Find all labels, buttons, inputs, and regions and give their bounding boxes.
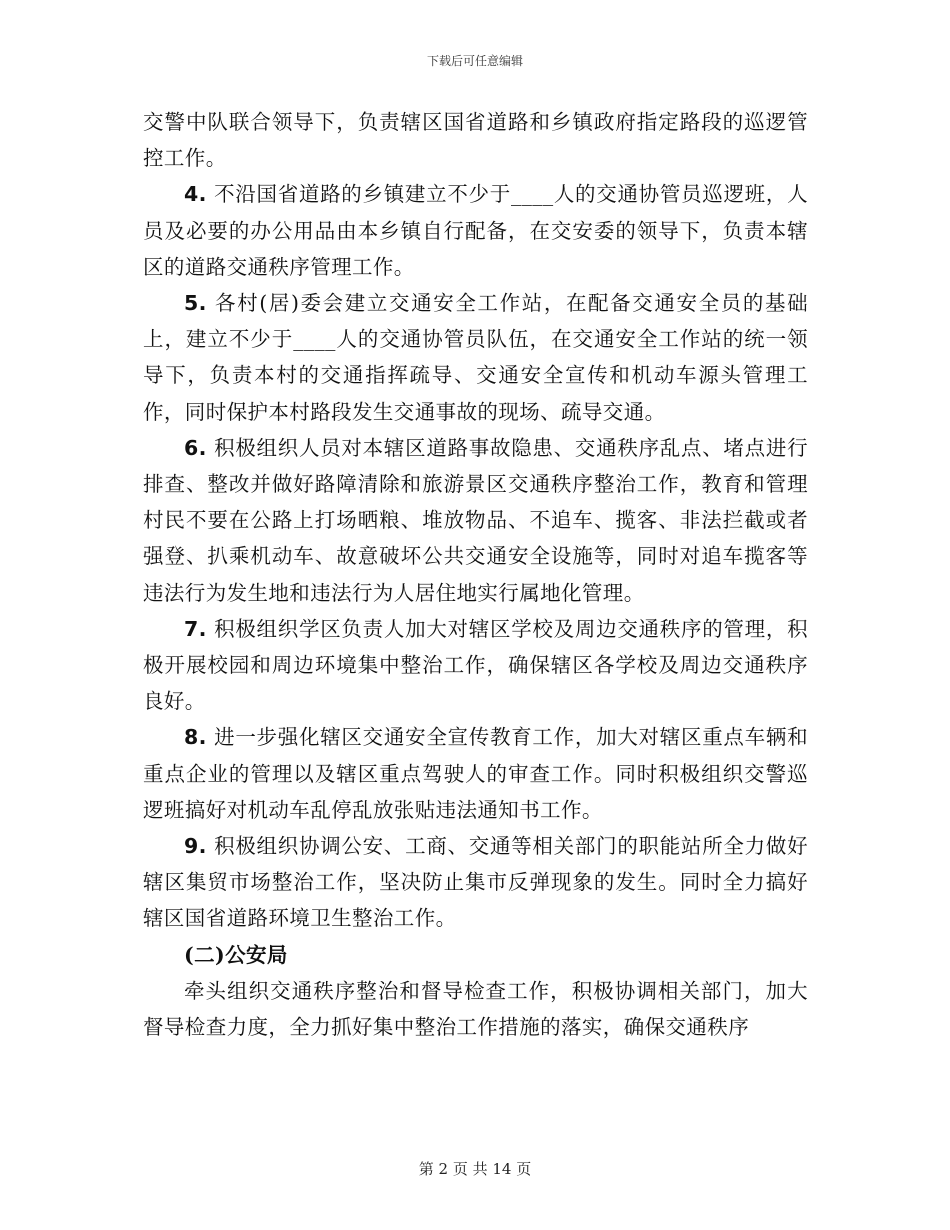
section-paragraph — [143, 973, 808, 1045]
document-body — [143, 104, 808, 1045]
paragraph-text: 积极组织协调公安、工商、交通等相关部门的职能站所全力做好辖区集贸市场整治工作，坚决防止集市反弹现象的发生。同时全力搞好辖区国省道路环境卫生整治工作。 — [143, 834, 808, 931]
section-heading: (二)公安局 — [184, 942, 288, 967]
paragraph-number: 5. — [184, 291, 207, 316]
numbered-paragraph-9 — [143, 828, 808, 937]
paragraph-text: 不沿国省道路的乡镇建立不少于____人的交通协管员巡逻班，人员及必要的办公用品由本乡镇自行配备，在交安委的领导下，负责本辖区的道路交通秩序管理工作。 — [143, 182, 808, 279]
paragraph-text: 积极组织人员对本辖区道路事故隐患、交通秩序乱点、堵点进行排查、整改并做好路障清除和旅游景区交通秩序整治工作，教育和管理村民不要在公路上打场晒粮、堆放物品、不追车、揽客、非法拦截或者强登、扒乘机动车、故意破坏公共交通安全设施等，同时对追车揽客等违法行为发生地和违法行为人居住地实行属地化管理。 — [143, 435, 808, 605]
paragraph-continuation — [143, 104, 808, 176]
numbered-paragraph-8 — [143, 719, 808, 828]
numbered-paragraph-4 — [143, 176, 808, 285]
paragraph-text: 交警中队联合领导下，负责辖区国省道路和乡镇政府指定路段的巡逻管控工作。 — [143, 110, 808, 171]
paragraph-text: 积极组织学区负责人加大对辖区学校及周边交通秩序的管理，积极开展校园和周边环境集中整治工作，确保辖区各学校及周边交通秩序良好。 — [143, 616, 808, 714]
paragraph-text: 牵头组织交通秩序整治和督导检查工作，积极协调相关部门，加大督导检查力度，全力抓好集中整治工作措施的落实，确保交通秩序 — [143, 978, 808, 1040]
paragraph-number: 6. — [184, 435, 207, 460]
paragraph-number: 7. — [184, 616, 207, 641]
numbered-paragraph-6 — [143, 430, 808, 611]
paragraph-text: 各村(居)委会建立交通安全工作站，在配备交通安全员的基础上，建立不少于____人的交通协管员队伍，在交通安全工作站的统一领导下，负责本村的交通指挥疏导、交通安全宣传和机动车源头管理工作，同时保护本村路段发生交通事故的现场、疏导交通。 — [143, 291, 808, 424]
paragraph-number: 9. — [184, 834, 207, 859]
paragraph-number: 4. — [184, 182, 207, 207]
numbered-paragraph-5 — [143, 285, 808, 430]
numbered-paragraph-7 — [143, 611, 808, 720]
paragraph-number: 8. — [184, 725, 207, 750]
page-number-footer: 第 2 页 共 14 页 — [418, 1160, 532, 1178]
page-header: 下载后可任意编辑 — [426, 54, 523, 68]
paragraph-text: 进一步强化辖区交通安全宣传教育工作，加大对辖区重点车辆和重点企业的管理以及辖区重点驾驶人的审查工作。同时积极组织交警巡逻班搞好对机动车乱停乱放张贴违法通知书工作。 — [143, 725, 808, 822]
